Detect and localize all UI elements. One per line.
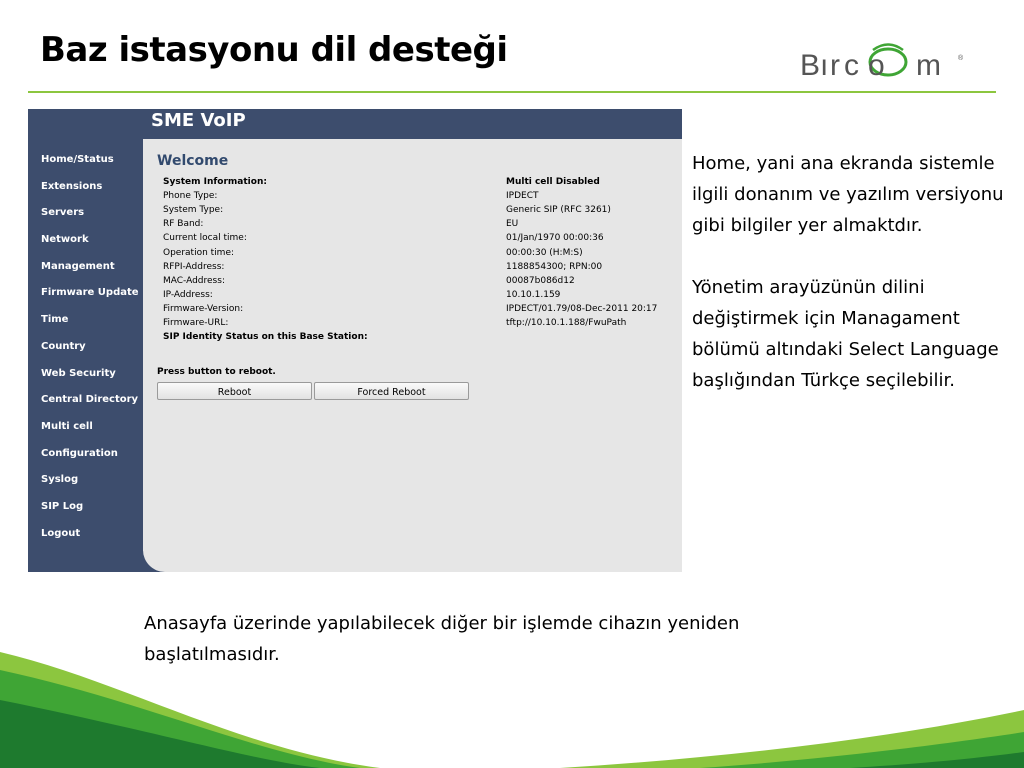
info-value: IPDECT (506, 191, 539, 202)
forced-reboot-button[interactable]: Forced Reboot (314, 382, 469, 400)
info-label: Firmware-URL: (163, 317, 229, 328)
svg-text:®: ® (958, 55, 964, 62)
reboot-note: Anasayfa üzerinde yapılabilecek diğer bir işlemde cihazın yeniden başlatılmasıdır. (144, 613, 740, 665)
svg-text:m: m (916, 49, 941, 82)
sidebar-item-home-status[interactable]: Home/Status (41, 154, 114, 165)
svg-text:o: o (868, 49, 885, 82)
sidebar-item-firmware-update[interactable]: Firmware Update (41, 287, 139, 299)
info-row (163, 316, 657, 330)
slide-title: Baz istasyonu dil desteği (40, 30, 508, 70)
sidebar-item-logout[interactable]: Logout (41, 527, 81, 539)
system-info-table (163, 175, 657, 344)
sidebar-item-country[interactable]: Country (41, 340, 86, 352)
sidebar-item-configuration[interactable]: Configuration (41, 447, 118, 459)
info-row (163, 203, 657, 217)
info-label: IP-Address: (163, 289, 213, 300)
system-info-label: System Information: (163, 177, 267, 188)
title-divider (28, 91, 996, 93)
info-label: RFPI-Address: (163, 261, 225, 272)
sidebar-item-time[interactable]: Time (41, 314, 69, 326)
sip-status-row (163, 330, 657, 344)
info-label: RF Band: (163, 219, 204, 230)
app-title: SME VoIP (151, 110, 246, 131)
sidebar (28, 109, 143, 572)
info-value: IPDECT/01.79/08-Dec-2011 20:17 (506, 303, 658, 314)
info-value: Generic SIP (RFC 3261) (506, 205, 611, 216)
sip-status-label: SIP Identity Status on this Base Station: (163, 332, 368, 343)
explanation-paragraph-home: Home, yani ana ekranda sistemle ilgili donanım ve yazılım versiyonu gibi bilgiler yer almaktdır. (692, 153, 1004, 236)
svg-text:r: r (830, 49, 840, 82)
reboot-button[interactable]: Reboot (157, 382, 312, 400)
info-label: Operation time: (163, 247, 235, 258)
nav-menu (41, 153, 139, 553)
sidebar-item-multi-cell[interactable]: Multi cell (41, 420, 93, 432)
info-row (163, 245, 657, 259)
info-label: System Type: (163, 205, 224, 216)
status-content (157, 153, 682, 398)
system-info-header (163, 175, 657, 189)
info-row (163, 260, 657, 274)
sidebar-item-web-security[interactable]: Web Security (41, 367, 116, 379)
info-value: 00:00:30 (H:M:S) (506, 247, 583, 258)
sidebar-item-syslog[interactable]: Syslog (41, 474, 79, 486)
sidebar-item-servers[interactable]: Servers (41, 207, 85, 219)
app-header (143, 109, 682, 139)
info-value: 10.10.1.159 (506, 289, 561, 300)
sidebar-item-central-directory[interactable]: Central Directory (41, 394, 139, 406)
sidebar-item-network[interactable]: Network (41, 234, 89, 246)
sidebar-item-management[interactable]: Management (41, 260, 115, 272)
info-value: tftp://10.10.1.188/FwuPath (506, 317, 627, 328)
explanation-paragraph-language: Yönetim arayüzünün dilini değiştirmek için Managament bölümü altındaki Select Language başlığından Türkçe seçilebilir. (692, 277, 999, 391)
info-row (163, 288, 657, 302)
info-value: EU (506, 219, 519, 230)
sidebar-item-extensions[interactable]: Extensions (41, 180, 103, 192)
svg-text:B: B (800, 49, 822, 82)
info-label: MAC-Address: (163, 275, 225, 286)
sidebar-item-sip-log[interactable]: SIP Log (41, 500, 84, 512)
info-row (163, 274, 657, 288)
sme-voip-screenshot (28, 109, 682, 572)
info-label: Phone Type: (163, 191, 218, 202)
info-value: 1188854300; RPN:00 (506, 261, 603, 272)
info-row (163, 217, 657, 231)
explanation-text (692, 148, 1012, 396)
info-row (163, 302, 657, 316)
info-label: Firmware-Version: (163, 303, 244, 314)
welcome-heading: Welcome (157, 153, 229, 169)
svg-text:c: c (844, 49, 859, 82)
info-value: 00087b086d12 (506, 275, 575, 286)
multicell-status: Multi cell Disabled (506, 177, 600, 188)
reboot-instruction: Press button to reboot. (157, 367, 276, 377)
bircom-logo (798, 40, 970, 86)
info-row (163, 189, 657, 203)
svg-text:ı: ı (820, 49, 829, 82)
info-value: 01/Jan/1970 00:00:36 (506, 233, 604, 244)
info-row (163, 231, 657, 245)
info-label: Current local time: (163, 233, 247, 244)
decorative-green-swoosh (0, 640, 1024, 768)
